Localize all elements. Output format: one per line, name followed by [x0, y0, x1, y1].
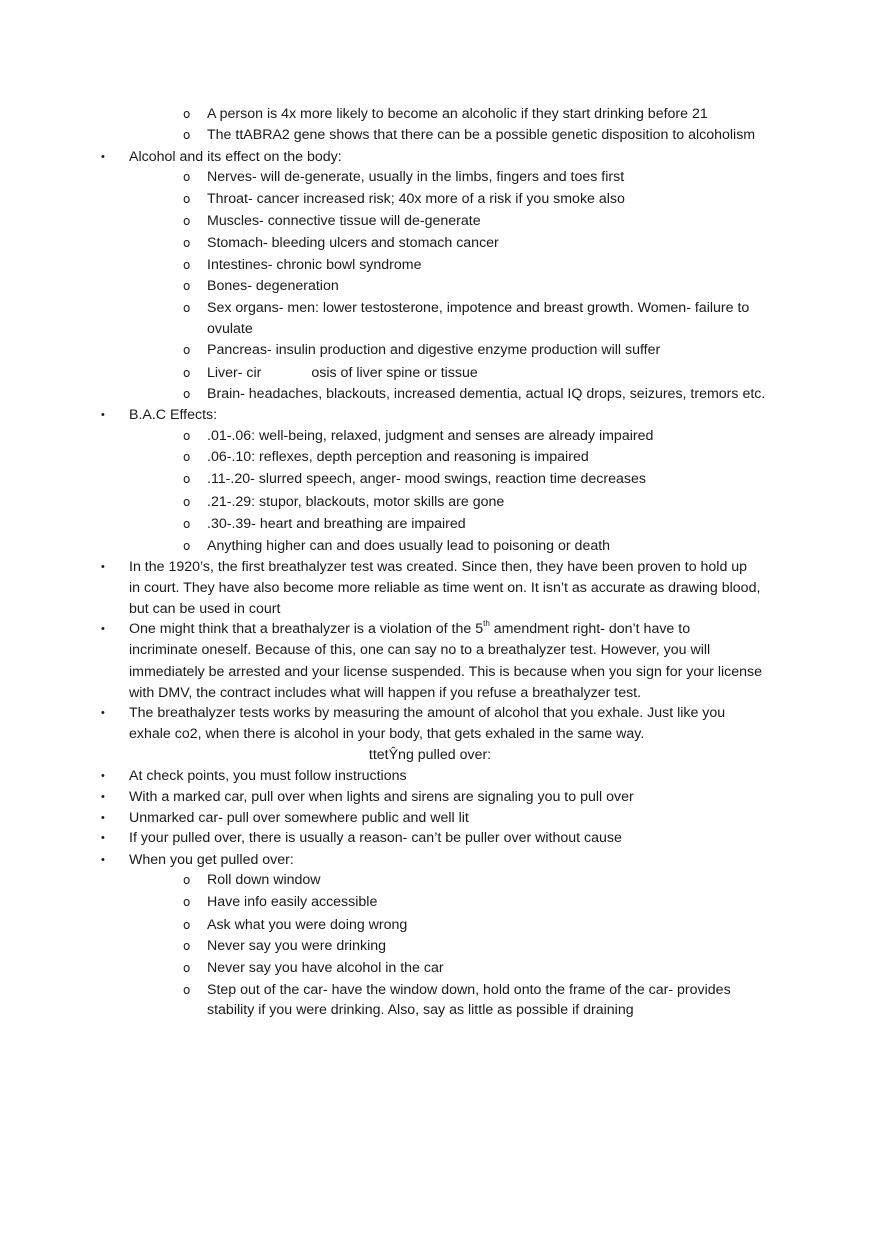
sub-bullet: o	[183, 472, 191, 486]
sub-bullet: o	[183, 918, 191, 932]
paragraph-line: with DMV, the contract includes what will happen if you refuse a breathalyzer test.	[129, 685, 642, 701]
bullet: •	[101, 770, 105, 782]
sub-bullet: o	[183, 279, 191, 293]
list-item: Have info easily accessible	[207, 894, 378, 910]
list-item: Step out of the car- have the window down, hold onto the frame of the car- provides	[207, 982, 731, 998]
list-item: Sex organs- men: lower testosterone, impotence and breast growth. Women- failure to	[207, 300, 750, 316]
sub-bullet: o	[183, 539, 191, 553]
paragraph-line	[129, 619, 690, 639]
amendment-text-rest: amendment right- don’t have to	[489, 621, 691, 637]
paragraph-line: incriminate oneself. Because of this, one can say no to a breathalyzer test. However, you will	[129, 642, 711, 658]
list-item: With a marked car, pull over when lights and sirens are signaling you to pull over	[129, 789, 634, 805]
bullet: •	[101, 409, 105, 421]
list-item: Brain- headaches, blackouts, increased dementia, actual IQ drops, seizures, tremors etc.	[207, 386, 766, 402]
list-item: Never say you were drinking	[207, 938, 386, 954]
bullet: •	[101, 151, 105, 163]
sub-bullet: o	[183, 128, 191, 142]
list-item	[207, 363, 478, 383]
paragraph-line: exhale co2, when there is alcohol in your body, that gets exhaled in the same way.	[129, 726, 645, 742]
list-item: If your pulled over, there is usually a reason- can’t be puller over without cause	[129, 830, 622, 846]
list-item: Ask what you were doing wrong	[207, 917, 408, 933]
list-item: Throat- cancer increased risk; 40x more of a risk if you smoke also	[207, 191, 625, 207]
list-item: Nerves- will de-generate, usually in the limbs, fingers and toes first	[207, 169, 625, 185]
sub-bullet: o	[183, 301, 191, 315]
list-item: .21-.29: stupor, blackouts, motor skills are gone	[207, 494, 505, 510]
bullet: •	[101, 707, 105, 719]
superscript: th	[483, 619, 490, 629]
bullet: •	[101, 812, 105, 824]
section-heading-bac: B.A.C Effects:	[129, 407, 218, 423]
paragraph-line: In the 1920’s, the first breathalyzer test was created. Since then, they have been proven to hold up	[129, 559, 748, 575]
sub-bullet: o	[183, 214, 191, 228]
list-item: The ttABRA2 gene shows that there can be a possible genetic disposition to alcoholism	[207, 127, 756, 143]
sub-bullet: o	[183, 170, 191, 184]
sub-bullet: o	[183, 495, 191, 509]
list-item-continued: stability if you were drinking. Also, say as little as possible if draining	[207, 1002, 634, 1018]
bullet: •	[101, 561, 105, 573]
bullet: •	[101, 791, 105, 803]
list-item: .11-.20- slurred speech, anger- mood swings, reaction time decreases	[207, 471, 646, 487]
list-item: A person is 4x more likely to become an alcoholic if they start drinking before 21	[207, 106, 708, 122]
sub-bullet: o	[183, 343, 191, 357]
sub-bullet: o	[183, 107, 191, 121]
list-item: Roll down window	[207, 872, 321, 888]
list-item: Pancreas- insulin production and digestive enzyme production will suffer	[207, 342, 661, 358]
sub-bullet: o	[183, 192, 191, 206]
sub-bullet: o	[183, 983, 191, 997]
sub-bullet: o	[183, 450, 191, 464]
sub-bullet: o	[183, 873, 191, 887]
list-item: .01-.06: well-being, relaxed, judgment and senses are already impaired	[207, 428, 654, 444]
list-item: .30-.39- heart and breathing are impaired	[207, 516, 466, 532]
section-heading-pulled-over: ttetŶng pulled over:	[368, 747, 492, 763]
sub-bullet: o	[183, 236, 191, 250]
list-item: .06-.10: reflexes, depth perception and reasoning is impaired	[207, 449, 589, 465]
list-item: Stomach- bleeding ulcers and stomach cancer	[207, 235, 499, 251]
liver-text-start: Liver- cir	[207, 365, 262, 381]
list-item: Muscles- connective tissue will de-generate	[207, 213, 481, 229]
amendment-text: One might think that a breathalyzer is a violation of the 5	[129, 621, 484, 637]
paragraph-line: immediately be arrested and your license suspended. This is because when you sign for your license	[129, 664, 763, 680]
list-item-continued: ovulate	[207, 321, 253, 337]
sub-bullet: o	[183, 429, 191, 443]
paragraph-line: in court. They have also become more reliable as time went on. It isn’t as accurate as drawing blood,	[129, 580, 761, 596]
list-item: At check points, you must follow instructions	[129, 768, 407, 784]
list-item: Anything higher can and does usually lead to poisoning or death	[207, 538, 611, 554]
sub-bullet: o	[183, 517, 191, 531]
bullet: •	[101, 832, 105, 844]
sub-bullet: o	[183, 387, 191, 401]
bullet: •	[101, 854, 105, 866]
sub-bullet: o	[183, 895, 191, 909]
sub-bullet: o	[183, 939, 191, 953]
bullet: •	[101, 623, 105, 635]
paragraph-line: The breathalyzer tests works by measuring the amount of alcohol that you exhale. Just like you	[129, 705, 726, 721]
liver-text-end: osis of liver spine or tissue	[311, 365, 478, 381]
paragraph-line: but can be used in court	[129, 601, 281, 617]
list-item: Intestines- chronic bowl syndrome	[207, 257, 422, 273]
sub-bullet: o	[183, 366, 191, 380]
list-item: Bones- degeneration	[207, 278, 339, 294]
list-item: Unmarked car- pull over somewhere public and well lit	[129, 810, 469, 826]
section-heading-effects: Alcohol and its effect on the body:	[129, 149, 342, 165]
sub-bullet: o	[183, 258, 191, 272]
sub-bullet: o	[183, 961, 191, 975]
list-item: When you get pulled over:	[129, 852, 294, 868]
list-item: Never say you have alcohol in the car	[207, 960, 444, 976]
